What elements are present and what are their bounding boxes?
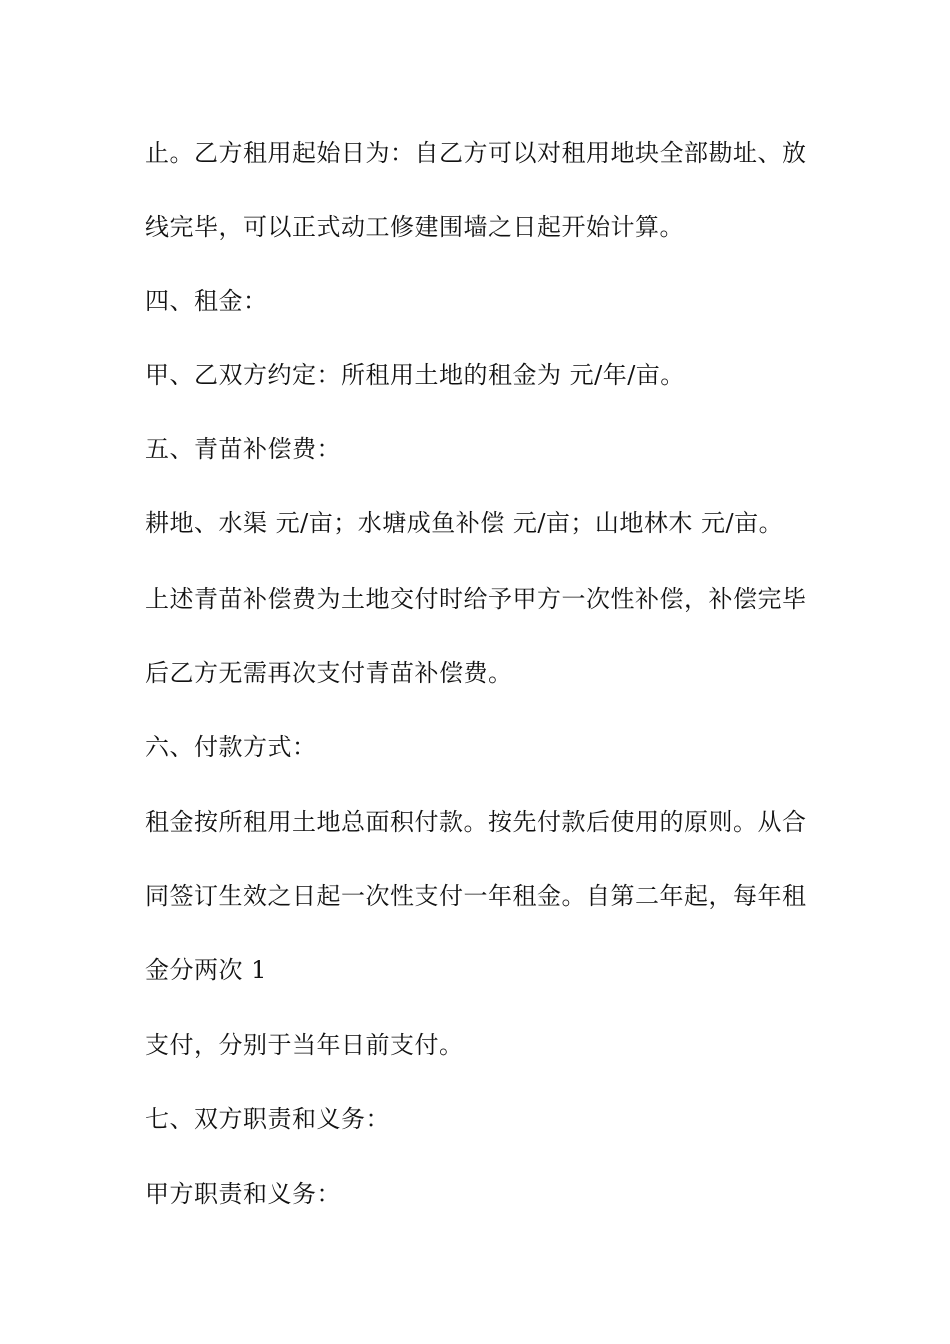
section-heading-compensation: 五、青苗补偿费： bbox=[145, 435, 341, 463]
paragraph-line: 甲、乙双方约定：所租用土地的租金为 元/年/亩。 bbox=[145, 361, 685, 389]
paragraph-line: 止。乙方租用起始日为：自乙方可以对租用地块全部勘址、放 bbox=[145, 139, 807, 167]
paragraph-line: 金分两次 1 bbox=[145, 956, 267, 984]
paragraph-line: 支付，分别于当年日前支付。 bbox=[145, 1031, 464, 1059]
subsection-heading-party-a: 甲方职责和义务： bbox=[145, 1180, 341, 1208]
section-heading-payment: 六、付款方式： bbox=[145, 733, 317, 761]
paragraph-line: 耕地、水渠 元/亩；水塘成鱼补偿 元/亩；山地林木 元/亩。 bbox=[145, 509, 784, 537]
paragraph-line: 线完毕，可以正式动工修建围墙之日起开始计算。 bbox=[145, 213, 684, 241]
paragraph-line: 租金按所租用土地总面积付款。按先付款后使用的原则。从合 bbox=[145, 808, 807, 836]
paragraph-line: 后乙方无需再次支付青苗补偿费。 bbox=[145, 659, 513, 687]
paragraph-line: 同签订生效之日起一次性支付一年租金。自第二年起，每年租 bbox=[145, 882, 807, 910]
section-heading-duties: 七、双方职责和义务： bbox=[145, 1105, 390, 1133]
paragraph-line: 上述青苗补偿费为土地交付时给予甲方一次性补偿，补偿完毕 bbox=[145, 585, 807, 613]
section-heading-rent: 四、租金： bbox=[145, 287, 268, 315]
